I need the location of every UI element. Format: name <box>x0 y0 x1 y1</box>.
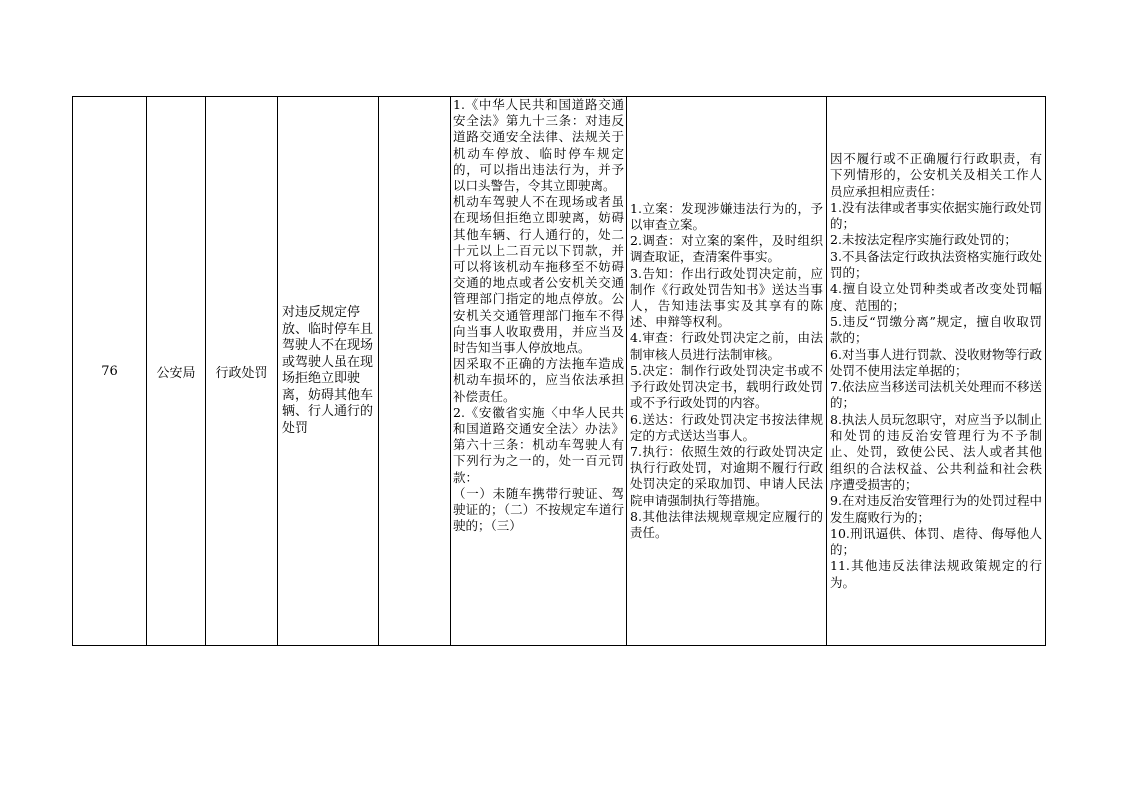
legal-basis-cell <box>451 97 627 646</box>
process-cell <box>627 97 827 646</box>
responsibility-item: 3.不具备法定行政执法资格实施行政处罚的； <box>830 248 1042 281</box>
legal-basis-text <box>451 97 626 645</box>
power-list-table <box>72 96 1046 646</box>
basis-paragraph: 2.《安徽省实施〈中华人民共和国道路交通安全法〉办法》第六十三条：机动车驾驶人有下列行为之一的，处一百元罚款： <box>453 404 624 485</box>
basis-paragraph: 1.《中华人民共和国道路交通安全法》第九十三条：对违反道路交通安全法律、法规关于机动车停放、临时停车规定的，可以指出违法行为，并予以口头警告，令其立即驶离。 <box>453 97 624 194</box>
responsibility-item: 6.对当事人进行罚款、没收财物等行政处罚不使用法定单据的； <box>830 346 1042 378</box>
table-row <box>73 97 1046 646</box>
process-step: 8.其他法律法规规章规定应履行的责任。 <box>630 508 823 540</box>
row-number: 76 <box>73 97 147 646</box>
process-step: 5.决定：制作行政处罚决定书或不予行政处罚决定书，载明行政处罚或不予行政处罚的内容。 <box>630 362 823 411</box>
process-step: 3.告知：作出行政处罚决定前，应制作《行政处罚告知书》送达当事人，告知违法事实及其享有的陈述、申辩等权利。 <box>630 265 823 330</box>
item-name-cell: 对违反规定停放、临时停车且驾驶人不在现场或驾驶人虽在现场拒绝立即驶离，妨碍其他车辆、行人通行的处罚 <box>278 97 379 646</box>
basis-paragraph: （一）未随车携带行驶证、驾驶证的；（二）不按规定车道行驶的；（三） <box>453 485 624 534</box>
responsibility-item: 1.没有法律或者事实依据实施行政处罚的； <box>830 199 1042 232</box>
process-step: 7.执行：依照生效的行政处罚决定执行行政处罚，对逾期不履行行政处罚决定的采取加罚、申请人民法院申请强制执行等措施。 <box>630 443 823 508</box>
department-cell: 公安局 <box>147 97 206 646</box>
process-step: 1.立案：发现涉嫌违法行为的，予以审查立案。 <box>630 200 823 233</box>
basis-paragraph: 因采取不正确的方法拖车造成机动车损坏的，应当依法承担补偿责任。 <box>453 356 624 404</box>
responsibility-item: 5.违反“罚缴分离”规定，擅自收取罚款的； <box>830 313 1042 346</box>
subitem-cell <box>379 97 451 646</box>
responsibility-item: 4.擅自设立处罚种类或者改变处罚幅度、范围的； <box>830 281 1042 313</box>
basis-paragraph: 机动车驾驶人不在现场或者虽在现场但拒绝立即驶离，妨碍其他车辆、行人通行的，处二十元以上二百元以下罚款，并可以将该机动车拖移至不妨碍交通的地点或者公安机关交通管理部门指定的地点停放。公安机关交通管理部门拖车不得向当事人收取费用，并应当及时告知当事人停放地点。 <box>453 194 624 356</box>
responsibility-item: 9.在对违反治安管理行为的处罚过程中发生腐败行为的； <box>830 493 1042 525</box>
responsibility-item: 因不履行或不正确履行行政职责，有下列情形的，公安机关及相关工作人员应承担相应责任： <box>830 150 1042 199</box>
process-step: 4.审查：行政处罚决定之前，由法制审核人员进行法制审核。 <box>630 330 823 362</box>
process-step: 2.调查：对立案的案件，及时组织调查取证，查清案件事实。 <box>630 233 823 265</box>
power-type-cell: 行政处罚 <box>206 97 278 646</box>
responsibility-item: 7.依法应当移送司法机关处理而不移送的； <box>830 379 1042 411</box>
process-step: 6.送达：行政处罚决定书按法律规定的方式送达当事人。 <box>630 411 823 443</box>
responsibility-item: 8.执法人员玩忽职守，对应当予以制止和处罚的违反治安管理行为不予制止、处罚，致使公民、法人或者其他组织的合法权益、公共利益和社会秩序遭受损害的； <box>830 411 1042 492</box>
responsibility-cell <box>827 97 1046 646</box>
responsibility-item: 11.其他违反法律法规政策规定的行为。 <box>830 558 1042 590</box>
responsibility-item: 10.刑讯逼供、体罚、虐待、侮辱他人的； <box>830 525 1042 558</box>
responsibility-item: 2.未按法定程序实施行政处罚的； <box>830 232 1017 248</box>
